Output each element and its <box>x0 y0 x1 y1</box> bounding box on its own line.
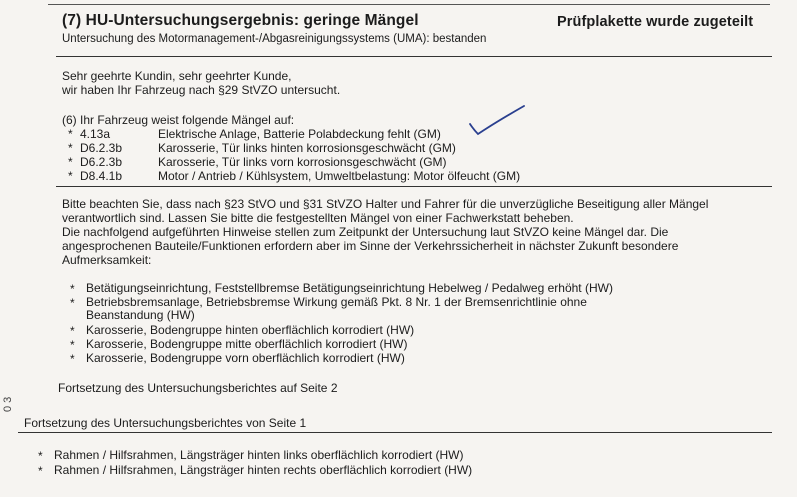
hint-text: Karosserie, Bodengruppe mitte oberflächlich korrodiert (HW) <box>86 337 408 351</box>
defect-description: Motor / Antrieb / Kühlsystem, Umweltbelastung: Motor ölfeucht (GM) <box>158 169 521 183</box>
result-title: (7) HU-Untersuchungsergebnis: geringe Mängel <box>62 12 419 29</box>
greeting-line-2: wir haben Ihr Fahrzeug nach §29 StVZO untersucht. <box>62 83 341 97</box>
page2-text: Rahmen / Hilfsrahmen, Längsträger hinten rechts oberflächlich korrodiert (HW) <box>54 463 473 477</box>
hint-star: * <box>70 324 75 338</box>
notice-line-5: Aufmerksamkeit: <box>62 253 152 267</box>
sticker-badge: Prüfplakette wurde zugeteilt <box>557 14 754 30</box>
handwritten-check-icon <box>466 100 528 140</box>
notice-line-4: angesprochenen Bauteile/Funktionen erfordern aber im Sinne der Verkehrssicherheit in nächster Zukunft besondere <box>62 239 679 253</box>
defect-code: D8.4.1b <box>80 169 123 183</box>
margin-mark: 0 3 <box>2 396 14 412</box>
header-rule <box>56 56 772 57</box>
notice-line-2: verantwortlich sind. Lassen Sie bitte die festgestellten Mängel von einer Fachwerkstatt beheben. <box>62 211 574 225</box>
defect-code: D6.2.3b <box>80 141 123 155</box>
defect-description: Karosserie, Tür links vorn korrosionsgeschwächt (GM) <box>158 155 447 169</box>
defect-code: D6.2.3b <box>80 155 123 169</box>
uma-result: Untersuchung des Motormanagement-/Abgasreinigungssystems (UMA): bestanden <box>62 33 487 45</box>
hint-star: * <box>70 352 75 366</box>
continuation-prev-page: Fortsetzung des Untersuchungsberichtes von Seite 1 <box>24 416 307 430</box>
defect-code: 4.13a <box>80 127 111 141</box>
hint-star: * <box>70 282 75 296</box>
hint-star: * <box>70 296 75 310</box>
hint-text: Karosserie, Bodengruppe hinten oberflächlich korrodiert (HW) <box>86 323 415 337</box>
hint-text: Betriebsbremsanlage, Betriebsbremse Wirkung gemäß Pkt. 8 Nr. 1 der Bremsenrichtlinie ohne <box>86 295 587 309</box>
top-rule <box>48 4 770 5</box>
defect-star: * <box>68 155 73 169</box>
continuation-next-page: Fortsetzung des Untersuchungsberichtes auf Seite 2 <box>58 381 338 395</box>
defect-description: Elektrische Anlage, Batterie Polabdeckung fehlt (GM) <box>158 127 441 141</box>
defect-star: * <box>68 141 73 155</box>
defects-heading: (6) Ihr Fahrzeug weist folgende Mängel auf: <box>62 113 295 127</box>
greeting-line-1: Sehr geehrte Kundin, sehr geehrter Kunde, <box>62 69 292 83</box>
notice-line-1: Bitte beachten Sie, dass nach §23 StVO und §31 StVZO Halter und Fahrer für die unverzügliche Beseitigung aller Mängel <box>62 197 709 211</box>
hint-text: Betätigungseinrichtung, Feststellbremse Betätigungseinrichtung Hebelweg / Pedalweg erhöht (HW) <box>86 281 613 295</box>
defects-rule <box>56 186 772 187</box>
defect-star: * <box>68 169 73 183</box>
page2-text: Rahmen / Hilfsrahmen, Längsträger hinten links oberflächlich korrodiert (HW) <box>54 448 464 462</box>
hint-star: * <box>70 338 75 352</box>
page2-star: * <box>38 449 43 463</box>
hint-text-continued: Beanstandung (HW) <box>86 308 195 322</box>
defect-star: * <box>68 127 73 141</box>
page2-rule <box>18 432 772 433</box>
notice-line-3: Die nachfolgend aufgeführten Hinweise stellen zum Zeitpunkt der Untersuchung laut StVZO keine Mängel dar. Die <box>62 225 669 239</box>
page2-star: * <box>38 464 43 478</box>
defect-description: Karosserie, Tür links hinten korrosionsgeschwächt (GM) <box>158 141 456 155</box>
hint-text: Karosserie, Bodengruppe vorn oberflächlich korrodiert (HW) <box>86 351 405 365</box>
